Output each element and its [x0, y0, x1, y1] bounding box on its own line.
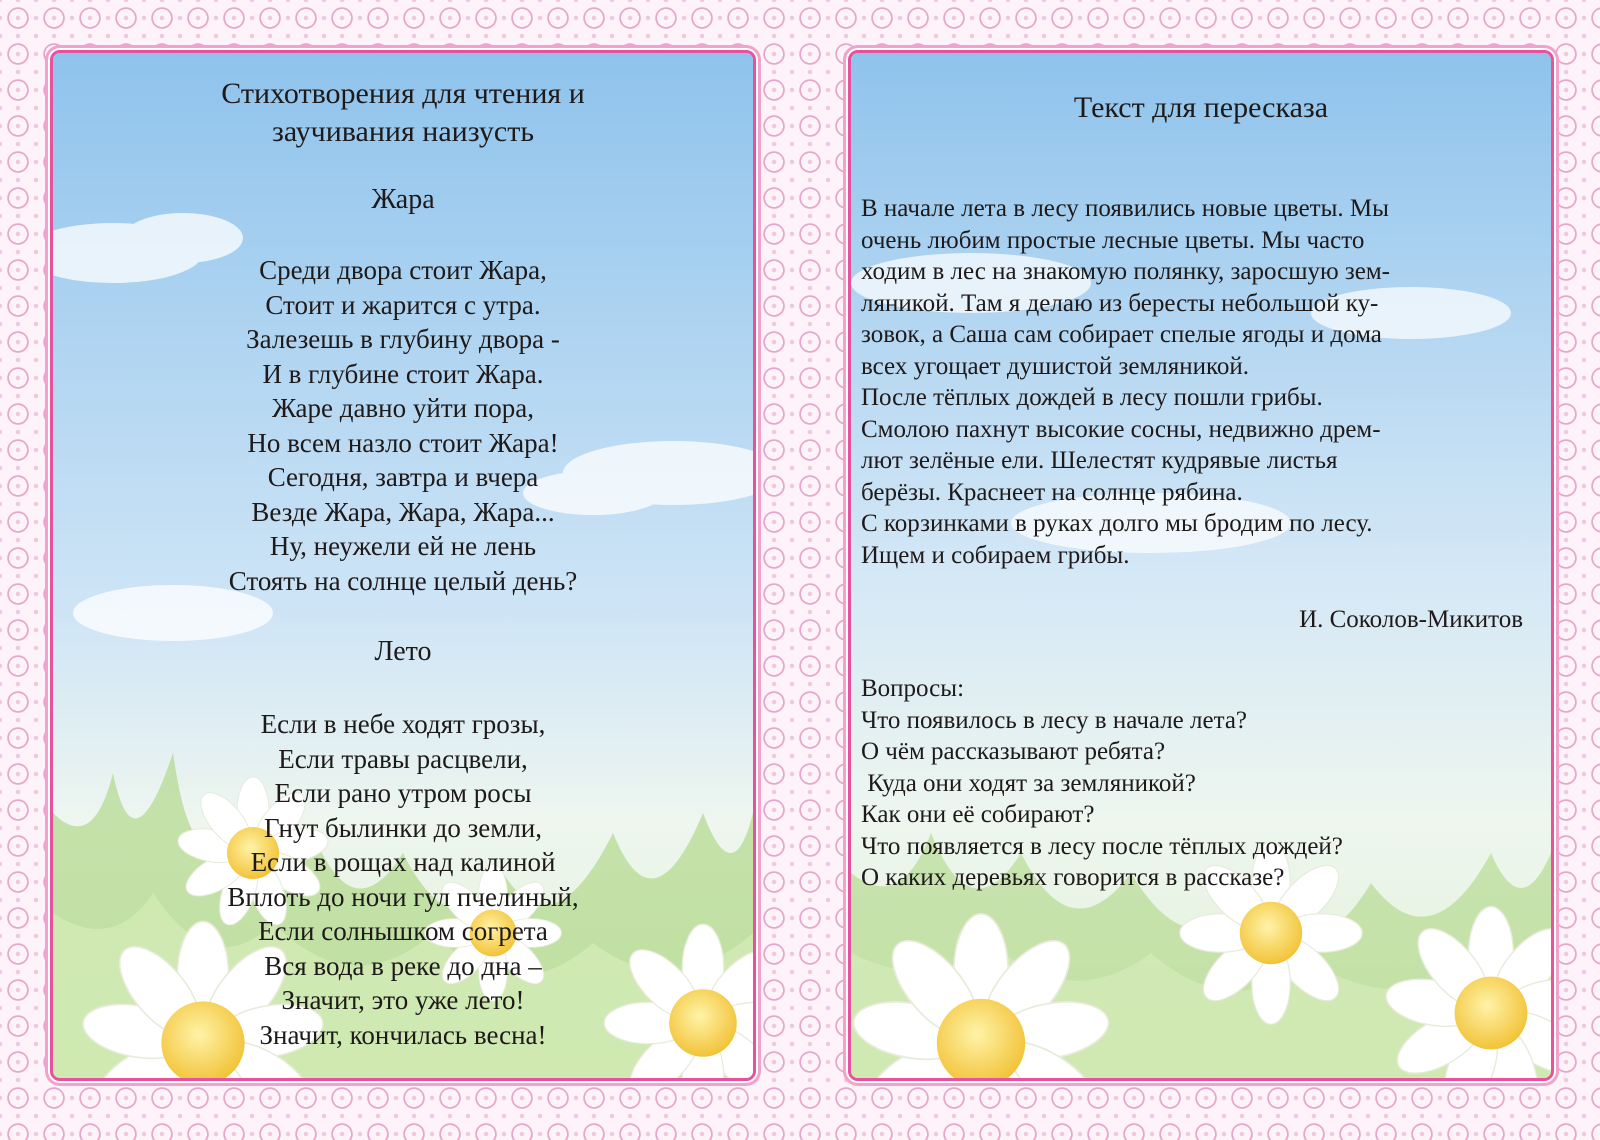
text-line: ляникой. Там я делаю из бересты небольшой ку- [861, 289, 1379, 317]
poem-line: Если травы расцвели, [278, 743, 528, 774]
poem-title-zhara: Жара [371, 184, 435, 215]
question-item: Как они её собирают? [861, 801, 1095, 828]
retelling-text [861, 193, 1390, 571]
poem-line: Значит, кончилась весна! [259, 1019, 547, 1050]
poem-line: Жаре давно уйти пора, [271, 393, 535, 423]
poem-title-leto: Лето [374, 636, 432, 667]
question-item: О каких деревьях говорится в рассказе? [861, 864, 1285, 891]
text-line: Смолою пахнут высокие сосны, недвижно дрем- [861, 415, 1381, 443]
author-block [1299, 606, 1523, 634]
text-line: лют зелёные ели. Шелестят кудрявые листья [861, 447, 1338, 474]
poem-line: Если рано утром росы [274, 778, 532, 808]
poem-line: Гнут былинки до земли, [263, 812, 543, 843]
retelling-title: Текст для пересказа [1073, 91, 1329, 124]
poem-line: Если солнышком согрета [258, 916, 548, 946]
poem-line: Значит, это уже лето! [281, 985, 525, 1015]
text-line: С корзинками в руках долго мы бродим по лесу. [861, 510, 1373, 537]
text-line: Ищем и собираем грибы. [861, 541, 1130, 569]
text-line: очень любим простые лесные цветы. Мы часто [861, 226, 1365, 254]
poem-line: Везде Жара, Жара, Жара... [251, 496, 555, 527]
poem-line: Залезешь в глубину двора - [246, 324, 560, 354]
left-page-content [53, 53, 753, 1078]
text-line: зовок, а Саша сам собирает спелые ягоды и дома [861, 321, 1382, 348]
question-item: Что появилось в лесу в начале лета? [861, 706, 1248, 734]
question-item: Куда они ходят за земляникой? [861, 769, 1196, 797]
question-item: О чём рассказывают ребята? [861, 738, 1166, 765]
poem-2-body [53, 707, 753, 1052]
poem-line: Вплоть до ночи гул пчелиный, [227, 881, 579, 912]
poem-1-title [53, 184, 753, 216]
text-line: В начале лета в лесу появились новые цветы. Мы [861, 195, 1389, 222]
text-line: берёзы. Краснеет на солнце рябина. [861, 478, 1243, 506]
left-page-title [53, 75, 753, 151]
text-line: После тёплых дождей в лесу пошли грибы. [861, 384, 1323, 411]
left-page [50, 50, 756, 1081]
text-line: ходим в лес на знакомую полянку, заросшую зем- [861, 258, 1390, 285]
poem-line: Вся вода в реке до дна – [264, 950, 542, 981]
right-page-title [851, 89, 1551, 127]
poem-2-title [53, 636, 753, 668]
poem-1-body [53, 253, 753, 598]
title-line-2: заучивания наизусть [271, 115, 535, 148]
poem-line: Но всем назло стоит Жара! [247, 427, 559, 458]
author-name: И. Соколов-Микитов [1299, 606, 1523, 633]
poem-line: Если в рощах над калиной [250, 847, 556, 877]
poem-line: Среди двора стоит Жара, [259, 255, 547, 285]
poem-line: Стоять на солнце целый день? [228, 565, 578, 596]
questions-block [861, 673, 1343, 894]
poem-line: Если в небе ходят грозы, [260, 709, 546, 739]
right-page [848, 50, 1554, 1081]
poem-line: Стоит и жарится с утра. [265, 289, 541, 320]
poem-line: Ну, неужели ей не лень [269, 531, 537, 561]
poem-line: Сегодня, завтра и вчера [267, 462, 539, 492]
right-page-content [851, 53, 1551, 1078]
question-item: Что появляется в лесу после тёплых дождей? [861, 832, 1343, 860]
title-line-1: Стихотворения для чтения и [221, 77, 585, 110]
poem-line: И в глубине стоит Жара. [262, 358, 544, 389]
questions-heading: Вопросы: [861, 675, 965, 702]
text-line: всех угощает душистой земляникой. [861, 352, 1250, 380]
